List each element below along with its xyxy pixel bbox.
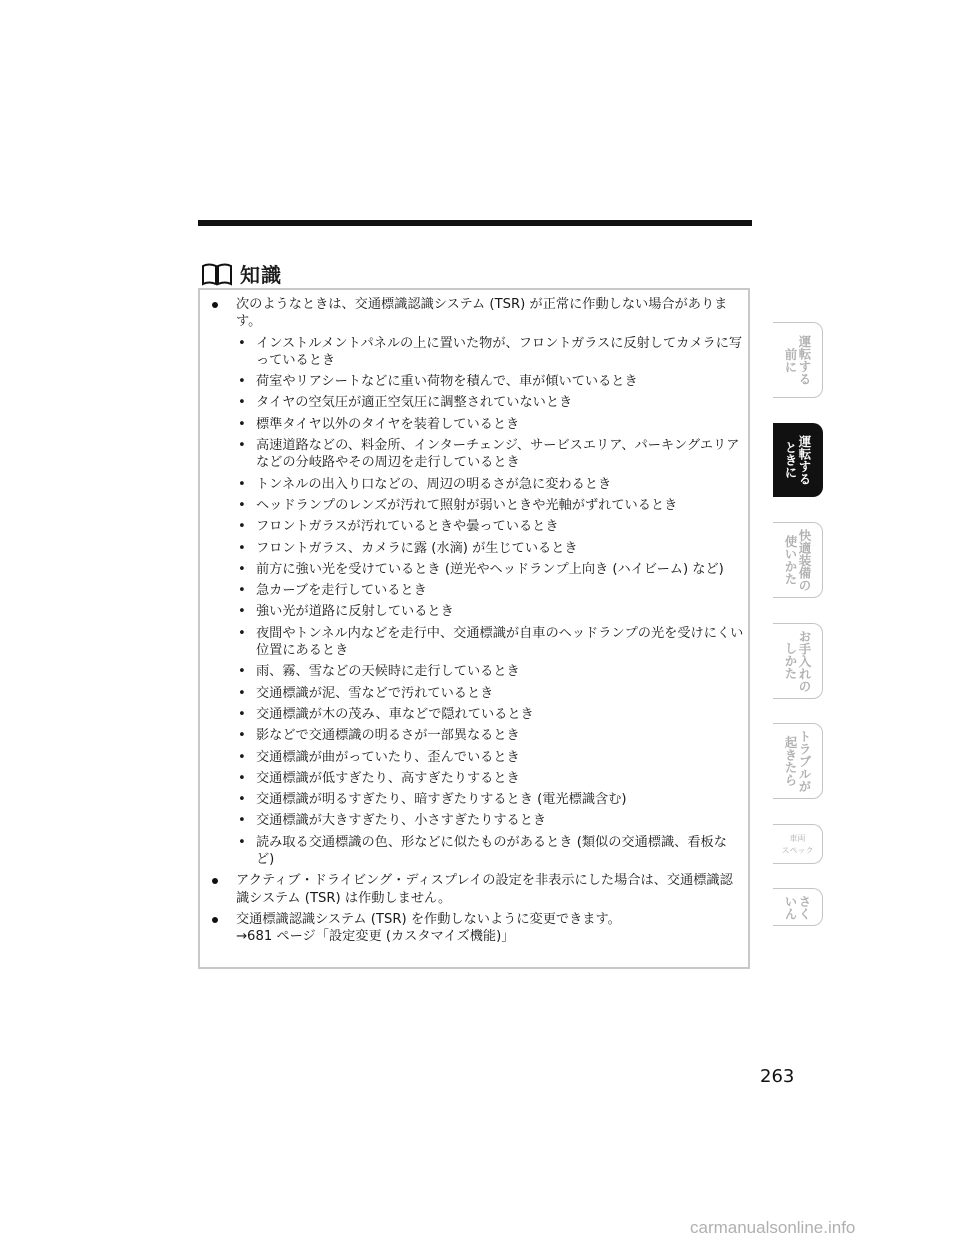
tab-comfort-features[interactable]: 快適装備の 使いかた [773,522,823,598]
tab-maintenance[interactable]: お手入れの しかた [773,623,823,699]
tab-index[interactable]: さく いん [773,888,823,926]
list-item: • 交通標識が泥、雪などで汚れているとき [236,685,745,702]
list-item: • 前方に強い光を受けているとき (逆光やヘッドランプ上向き (ハイビーム) など) [236,561,745,578]
list-item: • 夜間やトンネル内などを走行中、交通標識が自車のヘッドランプの光を受けにくい位置にあるとき [236,625,745,660]
list-item: • 読み取る交通標識の色、形などに似たものがあるとき (類似の交通標識、看板など) [236,834,745,869]
list-item: • 雨、霧、雪などの天候時に走行しているとき [236,663,745,680]
list-item: • トンネルの出入り口などの、周辺の明るさが急に変わるとき [236,476,745,493]
list-item: • タイヤの空気圧が適正空気圧に調整されていないとき [236,394,745,411]
note-text: 次のようなときは、交通標識認識システム (TSR) が正常に作動しない場合があります。 [236,297,728,330]
list-item: • インストルメントパネルの上に置いた物が、フロントガラスに反射してカメラに写っているとき [236,335,745,370]
notes-content [200,296,745,950]
watermark: carmanualsonline.info [690,1218,856,1237]
list-item: • 荷室やリアシートなどに重い荷物を積んで、車が傾いているとき [236,373,745,390]
tab-before-driving[interactable]: 運転する 前に [773,322,823,398]
list-item: • 急カーブを走行しているとき [236,582,745,599]
note-text: アクティブ・ドライビング・ディスプレイの設定を非表示にした場合は、交通標識認識システム (TSR) は作動しません。 [236,873,733,906]
list-item: • フロントガラスが汚れているときや曇っているとき [236,518,745,535]
tab-while-driving[interactable]: 運転する ときに [773,423,823,497]
page-number: 263 [760,1066,795,1087]
note-1 [200,296,745,868]
list-item: • ヘッドランプのレンズが汚れて照射が弱いときや光軸がずれているとき [236,497,745,514]
note-text: 交通標識認識システム (TSR) を作動しないように変更できます。 [236,911,621,927]
list-item: • フロントガラス、カメラに露 (水滴) が生じているとき [236,540,745,557]
tab-troubleshooting[interactable]: トラブルが 起きたら [773,723,823,799]
list-item: • 高速道路などの、料金所、インターチェンジ、サービスエリア、パーキングエリアなどの分岐路やその周辺を走行しているとき [236,437,745,472]
section-title: 知識 [240,263,282,287]
tab-vehicle-specs[interactable]: 車両 スペック [773,824,823,864]
list-item: • 強い光が道路に反射しているとき [236,603,745,620]
list-item: • 交通標識が低すぎたり、高すぎたりするとき [236,770,745,787]
list-item: • 交通標識が明るすぎたり、暗すぎたりするとき (電光標識含む) [236,791,745,808]
section-heading [200,259,282,288]
book-icon [200,261,234,287]
top-rule [198,220,752,226]
list-item: • 交通標識が大きすぎたり、小さすぎたりするとき [236,812,745,829]
note-2 [200,872,745,907]
page-reference: →681 ページ「設定変更 (カスタマイズ機能)」 [236,929,515,945]
list-item: • 標準タイヤ以外のタイヤを装着しているとき [236,416,745,433]
list-item: • 影などで交通標識の明るさが一部異なるとき [236,727,745,744]
list-item: • 交通標識が木の茂み、車などで隠れているとき [236,706,745,723]
condition-list [236,335,745,869]
note-3 [200,911,745,946]
list-item: • 交通標識が曲がっていたり、歪んでいるとき [236,749,745,766]
